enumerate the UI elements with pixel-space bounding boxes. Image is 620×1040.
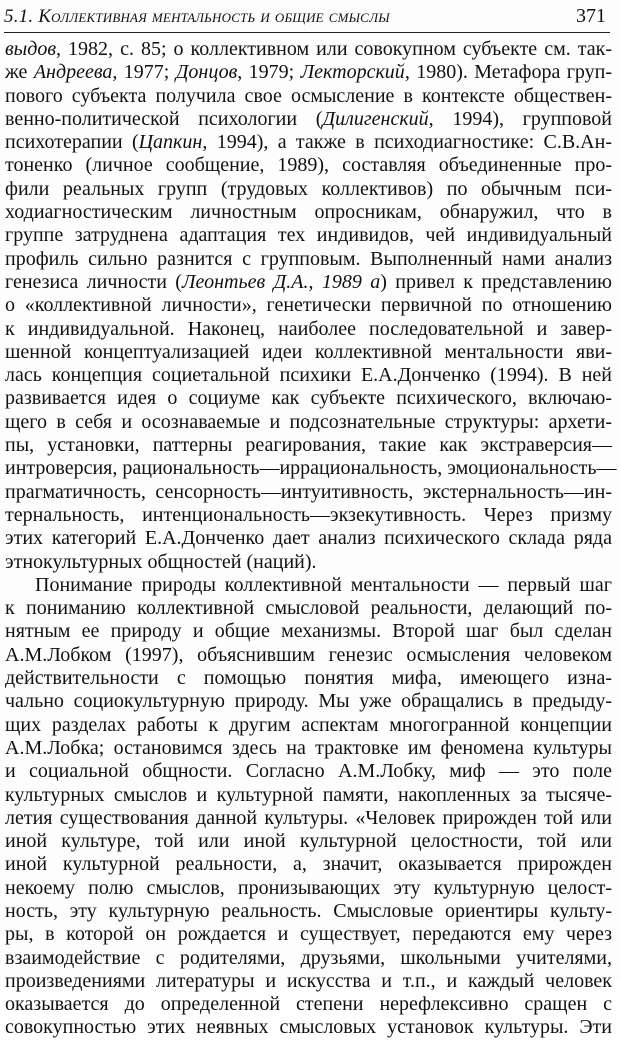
text-line: оказывается до определенной степени нерефлексивно сращен с xyxy=(5,993,612,1016)
text-line: шенной концептуализацией идеи коллективной ментальности яви- xyxy=(5,340,612,363)
text-line: культурных смыслов и культурной памяти, накопленных за тысяче- xyxy=(5,783,612,806)
text-line: А.М.Лобком (1997), объяснившим генезис осмысления человеком xyxy=(5,643,612,666)
text-line: этнокультурных общностей (наций). xyxy=(5,550,317,573)
text-line: фили реальных групп (трудовых коллективов) по обычным пси- xyxy=(5,177,612,200)
text-line: пы, установки, паттерны реагирования, такие как экстраверсия— xyxy=(5,434,612,457)
text-line: произведениями литературы и искусства и т.п., и каждый человек xyxy=(5,969,612,992)
text-line: ходиагностическим личностным опросникам, обнаружил, что в xyxy=(5,201,612,224)
text-line: ры, в которой он рождается и существует, передаются ему через xyxy=(5,923,612,946)
text-line: А.М.Лобка; остановимся здесь на трактовке им феномена культуры xyxy=(5,736,612,759)
text-line: прагматичность, сенсорность—интуитивность, экстернальность—ин- xyxy=(5,480,612,503)
text-line: выдов, 1982, с. 85; о коллективном или совокупном субъекте см. так- xyxy=(5,38,612,60)
text-line: и социальной общности. Согласно А.М.Лобку, миф — это поле xyxy=(5,760,612,783)
text-line: Понимание природы коллективной ментальности — первый шаг xyxy=(35,573,612,596)
running-head xyxy=(4,2,610,33)
paragraph xyxy=(5,38,617,574)
text-line: интроверсия, рациональность—иррациональность, эмоциональность— xyxy=(5,457,617,480)
text-line: к индивидуальной. Наконец, наиболее последовательной и завер- xyxy=(5,317,612,340)
text-line: ность, эту культурную реальность. Смысловые ориентиры культу- xyxy=(5,899,612,922)
text-line: щих разделах работы к другим аспектам многогранной концепции xyxy=(5,713,612,736)
text-line: тернальность, интенциональность—экзекутивность. Через призму xyxy=(5,503,612,526)
text-line: группе затруднена адаптация тех индивидов, чей индивидуальный xyxy=(5,224,612,247)
text-line: профиль сильно разнится с групповым. Выполненный нами анализ xyxy=(5,247,612,270)
page-number: 371 xyxy=(576,5,606,27)
paragraph xyxy=(5,574,612,1040)
text-line: совокупностью этих неявных смысловых установок культуры. Эти xyxy=(5,1016,612,1039)
page-body-text xyxy=(5,38,617,1040)
text-line: венно-политической психологии (Дилигенский, 1994), групповой xyxy=(5,107,613,130)
text-line: взаимодействие с родителями, друзьями, школьными учителями, xyxy=(5,946,612,969)
text-line: некоему полю смыслов, пронизывающих эту культурную целост- xyxy=(5,876,612,899)
text-line: чально социокультурную природу. Мы уже обращались в предыду- xyxy=(5,690,612,713)
text-line: тоненко (личное сообщение, 1989), составляя объединенные про- xyxy=(5,154,612,177)
text-line: развивается идея о социуме как субъекте психического, включаю- xyxy=(5,387,612,410)
text-line: о «коллективной личности», генетически первичной по отношению xyxy=(5,294,612,317)
text-line: иной культуре, той или иной культурной целостности, той или xyxy=(5,830,612,853)
text-line: иной культурной реальности, а, значит, оказывается прирожден xyxy=(5,853,612,876)
text-line: нятным ее природу и общие механизмы. Второй шаг был сделан xyxy=(5,620,612,643)
text-line: генезиса личности (Леонтьев Д.А., 1989 а) привел к представлению xyxy=(5,270,612,293)
text-line: пового субъекта получила свое осмысление в контексте обществен- xyxy=(5,84,612,107)
text-line: же Андреева, 1977; Донцов, 1979; Лекторский, 1980). Метафора груп- xyxy=(5,61,613,84)
text-line: лась концепция социетальной психики Е.А.Донченко (1994). В ней xyxy=(5,364,612,387)
text-line: к пониманию коллективной смысловой реальности, делающий по- xyxy=(5,597,612,620)
text-line: щего в себя и осознаваемые и подсознательные структуры: архети- xyxy=(5,410,612,433)
running-head-title: 5.1. Коллективная ментальность и общие смыслы xyxy=(4,6,390,27)
text-line: действительности с помощью понятия мифа, имеющего изна- xyxy=(5,667,612,690)
text-line: этих категорий Е.А.Донченко дает анализ психического склада ряда xyxy=(5,527,612,550)
text-line: психотерапии (Цапкин, 1994), а также в психодиагностике: С.В.Ан- xyxy=(5,131,612,154)
text-line: летия существования данной культуры. «Человек прирожден той или xyxy=(5,806,612,829)
